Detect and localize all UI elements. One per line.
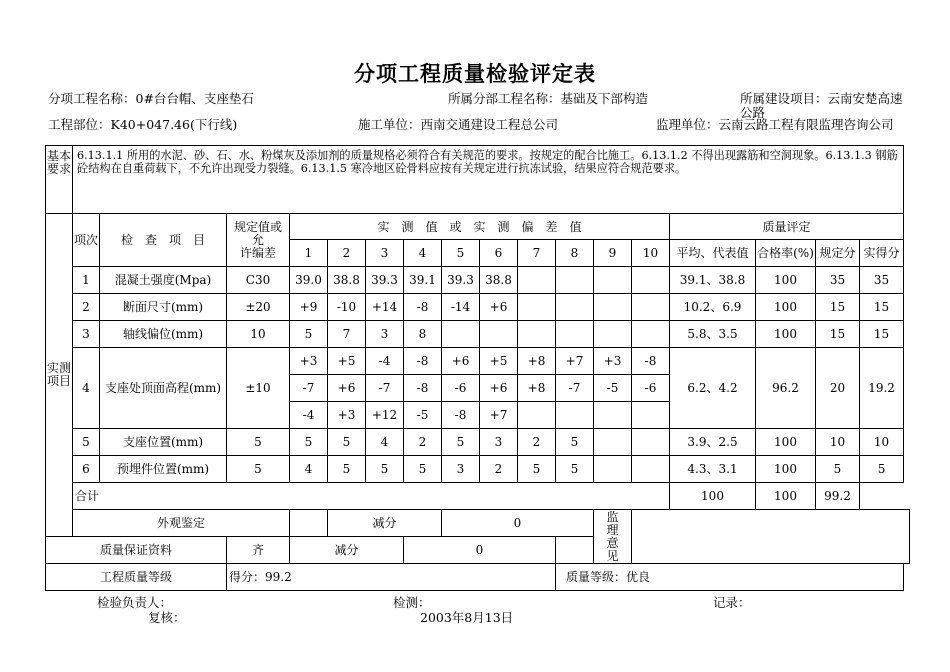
measured-value: [518, 321, 556, 348]
row-no: 4: [73, 348, 100, 429]
row-actual-score: 19.2: [860, 348, 904, 429]
row-spec-score: 20: [816, 348, 860, 429]
contractor: 施工单位：西南交通建设工程总公司: [358, 117, 559, 132]
measured-value: [594, 456, 632, 483]
spec-header-line2: 允: [251, 232, 264, 247]
pass-rate-header: 合格率(%): [756, 240, 816, 267]
measured-value: 5: [404, 456, 442, 483]
form-title: 分项工程质量检验评定表: [354, 61, 596, 86]
measured-value: 5: [290, 429, 328, 456]
row-avg: 6.2、4.2: [670, 348, 756, 429]
row-spec: ±10: [227, 348, 290, 429]
row-spec-score: 15: [816, 321, 860, 348]
tester-label: 检测：: [393, 595, 431, 610]
table-row: [46, 456, 910, 483]
appearance-deduct: 0: [442, 510, 594, 537]
construction-project: 所属建设项目：云南安楚高速公路: [740, 91, 903, 120]
grade-score: 得分：99.2: [227, 564, 556, 591]
measured-value: 5: [328, 429, 366, 456]
row-pass-rate: 100: [756, 429, 816, 456]
measured-value: +3: [328, 402, 366, 429]
check-item-header: 检 查 项 目: [100, 214, 227, 267]
measured-value: -7: [556, 375, 594, 402]
measured-value: -14: [442, 294, 480, 321]
measured-value: 39.3: [366, 267, 404, 294]
row-avg: 3.9、2.5: [670, 429, 756, 456]
row-no: 6: [73, 456, 100, 483]
quality-docs-deduct-label: 减分: [290, 537, 404, 564]
quality-docs-value: 齐: [227, 537, 290, 564]
measured-value: 3: [480, 429, 518, 456]
measured-value: [632, 267, 670, 294]
measured-value: [556, 321, 594, 348]
measured-value: 39.3: [442, 267, 480, 294]
inspector-label: 检验负责人：: [97, 595, 173, 610]
measured-value: +5: [328, 348, 366, 375]
measured-value: [518, 267, 556, 294]
measured-value: [518, 402, 556, 429]
row-item: 支座位置(mm): [100, 429, 227, 456]
measure-num: 1: [290, 240, 328, 267]
row-item: 断面尺寸(mm): [100, 294, 227, 321]
quality-docs-label: 质量保证资料: [46, 537, 227, 564]
measured-value: 5: [328, 456, 366, 483]
division-name: 所属分部工程名称：基础及下部构造: [448, 91, 649, 106]
appearance-blank: [290, 510, 328, 537]
measured-value: [632, 402, 670, 429]
measured-value: [594, 402, 632, 429]
avg-header: 平均、代表值: [670, 240, 756, 267]
measured-value: 8: [404, 321, 442, 348]
row-actual-score: 35: [860, 267, 904, 294]
measure-num: 5: [442, 240, 480, 267]
measure-num: 9: [594, 240, 632, 267]
row-item: 支座处顶面高程(mm): [100, 348, 227, 429]
work-location: 工程部位：K40+047.46(下行线): [48, 117, 238, 132]
quality-eval-header: 质量评定: [670, 214, 904, 240]
measured-value: 39.0: [290, 267, 328, 294]
measured-value: 5: [366, 456, 404, 483]
table-row: [46, 267, 910, 294]
measure-num: 3: [366, 240, 404, 267]
measured-value: -4: [366, 348, 404, 375]
row-spec: 5: [227, 429, 290, 456]
measured-value: +3: [290, 348, 328, 375]
measured-value: -6: [632, 375, 670, 402]
row-spec-score: 35: [816, 267, 860, 294]
measured-value: -6: [442, 375, 480, 402]
row-actual-score: 15: [860, 321, 904, 348]
total-pass: 100: [670, 483, 756, 510]
measured-value: [594, 294, 632, 321]
spec-header-line3: 许编差: [239, 245, 276, 260]
measured-value: [442, 321, 480, 348]
measured-value: -5: [404, 402, 442, 429]
measured-value: +6: [480, 375, 518, 402]
measured-value: 39.1: [404, 267, 442, 294]
row-no: 3: [73, 321, 100, 348]
measured-value: +14: [366, 294, 404, 321]
row-pass-rate: 100: [756, 321, 816, 348]
measured-value: -8: [404, 375, 442, 402]
row-avg: 39.1、38.8: [670, 267, 756, 294]
measured-value: -5: [594, 375, 632, 402]
row-avg: 5.8、3.5: [670, 321, 756, 348]
total-score: 100: [756, 483, 816, 510]
measured-value: 3: [366, 321, 404, 348]
measured-value: [556, 294, 594, 321]
measured-value: 4: [290, 456, 328, 483]
row-pass-rate: 96.2: [756, 348, 816, 429]
supervisor: 监理单位：云南云路工程有限监理咨询公司: [656, 117, 894, 132]
measured-value: 38.8: [328, 267, 366, 294]
row-spec-score: 10: [816, 429, 860, 456]
measured-value: 5: [556, 456, 594, 483]
row-no: 2: [73, 294, 100, 321]
measured-value: [632, 321, 670, 348]
basic-requirements-label: 基本要求: [46, 146, 73, 214]
basic-requirements-text: 6.13.1.1 所用的水泥、砂、石、水、粉煤灰及添加剂的质量规格必须符合有关规范的要求。按规定的配合比施工。6.13.1.2 不得出现露筋和空洞现象。6.13.1.3 钢筋砼结构在自重荷载下，不允许出现受力裂缝。6.13.1.5 寒冷地区砼骨料应按有关规定进行抗冻试验，结果应符合规范要求。: [73, 146, 904, 214]
measured-value: [556, 267, 594, 294]
measured-value: 7: [328, 321, 366, 348]
measured-value: +8: [518, 348, 556, 375]
table-row: [46, 321, 910, 348]
measured-value: -8: [404, 294, 442, 321]
table-row: [46, 348, 910, 375]
measured-header: 实 测 值 或 实 测 偏 差 值: [290, 214, 670, 240]
row-avg: 10.2、6.9: [670, 294, 756, 321]
measured-value: 2: [404, 429, 442, 456]
spec-score-header: 规定分: [816, 240, 860, 267]
measured-value: +6: [442, 348, 480, 375]
measured-value: 38.8: [480, 267, 518, 294]
quality-docs-deduct: 0: [404, 537, 556, 564]
measure-num: 4: [404, 240, 442, 267]
row-no: 5: [73, 429, 100, 456]
measured-value: +8: [518, 375, 556, 402]
row-pass-rate: 100: [756, 267, 816, 294]
measured-value: +7: [556, 348, 594, 375]
measured-value: [594, 267, 632, 294]
grade-level: 质量等级：优良: [556, 564, 904, 591]
row-spec-score: 15: [816, 294, 860, 321]
measured-value: [556, 402, 594, 429]
measured-value: 5: [556, 429, 594, 456]
total-label: 合计: [73, 483, 670, 510]
report-date: 2003年8月13日: [420, 610, 514, 625]
measured-value: 2: [480, 456, 518, 483]
total-got: 99.2: [816, 483, 860, 510]
row-spec: 10: [227, 321, 290, 348]
supervision-label: 监理意见: [594, 510, 632, 564]
measured-value: -10: [328, 294, 366, 321]
actual-score-header: 实得分: [860, 240, 904, 267]
item-no-header: 项次: [73, 214, 100, 267]
measure-num: 6: [480, 240, 518, 267]
row-avg: 4.3、3.1: [670, 456, 756, 483]
measured-value: +5: [480, 348, 518, 375]
appearance-label: 外观鉴定: [73, 510, 290, 537]
row-pass-rate: 100: [756, 456, 816, 483]
measured-value: [518, 294, 556, 321]
measured-value: -8: [632, 348, 670, 375]
table-row: [46, 429, 910, 456]
reviewer-label: 复核：: [148, 610, 186, 625]
measure-num: 8: [556, 240, 594, 267]
measure-num: 10: [632, 240, 670, 267]
measured-value: -8: [442, 402, 480, 429]
measured-value: [632, 429, 670, 456]
row-actual-score: 5: [860, 456, 904, 483]
measured-value: -7: [366, 375, 404, 402]
measured-value: 4: [366, 429, 404, 456]
measured-value: 3: [442, 456, 480, 483]
section-label: 实测项目: [46, 214, 73, 537]
measured-value: [594, 429, 632, 456]
row-spec-score: 5: [816, 456, 860, 483]
measured-value: +12: [366, 402, 404, 429]
measured-value: [632, 456, 670, 483]
measured-value: -8: [404, 348, 442, 375]
row-item: 预埋件位置(mm): [100, 456, 227, 483]
row-actual-score: 10: [860, 429, 904, 456]
measure-num: 2: [328, 240, 366, 267]
measured-value: 2: [518, 429, 556, 456]
row-spec: 5: [227, 456, 290, 483]
row-spec: C30: [227, 267, 290, 294]
spec-header: [227, 214, 290, 267]
row-item: 混凝土强度(Mpa): [100, 267, 227, 294]
measured-value: +3: [594, 348, 632, 375]
measured-value: +6: [480, 294, 518, 321]
table-row: [46, 294, 910, 321]
row-no: 1: [73, 267, 100, 294]
row-spec: ±20: [227, 294, 290, 321]
measured-value: [594, 321, 632, 348]
measure-num: 7: [518, 240, 556, 267]
row-pass-rate: 100: [756, 294, 816, 321]
measured-value: +9: [290, 294, 328, 321]
measured-value: +7: [480, 402, 518, 429]
measured-value: -4: [290, 402, 328, 429]
measured-value: 5: [518, 456, 556, 483]
measured-value: 5: [442, 429, 480, 456]
row-actual-score: 15: [860, 294, 904, 321]
grade-label: 工程质量等级: [46, 564, 227, 591]
evaluation-table: [45, 145, 910, 591]
spec-header-line1: 规定值或: [233, 219, 282, 234]
measured-value: -7: [290, 375, 328, 402]
appearance-deduct-label: 减分: [328, 510, 442, 537]
supervision-opinion: [632, 510, 910, 564]
row-item: 轴线偏位(mm): [100, 321, 227, 348]
measured-value: [480, 321, 518, 348]
measured-value: 5: [290, 321, 328, 348]
project-name: 分项工程名称：0#台台帽、支座垫石: [48, 91, 254, 106]
measured-value: +6: [328, 375, 366, 402]
measured-value: [632, 294, 670, 321]
recorder-label: 记录：: [713, 595, 751, 610]
